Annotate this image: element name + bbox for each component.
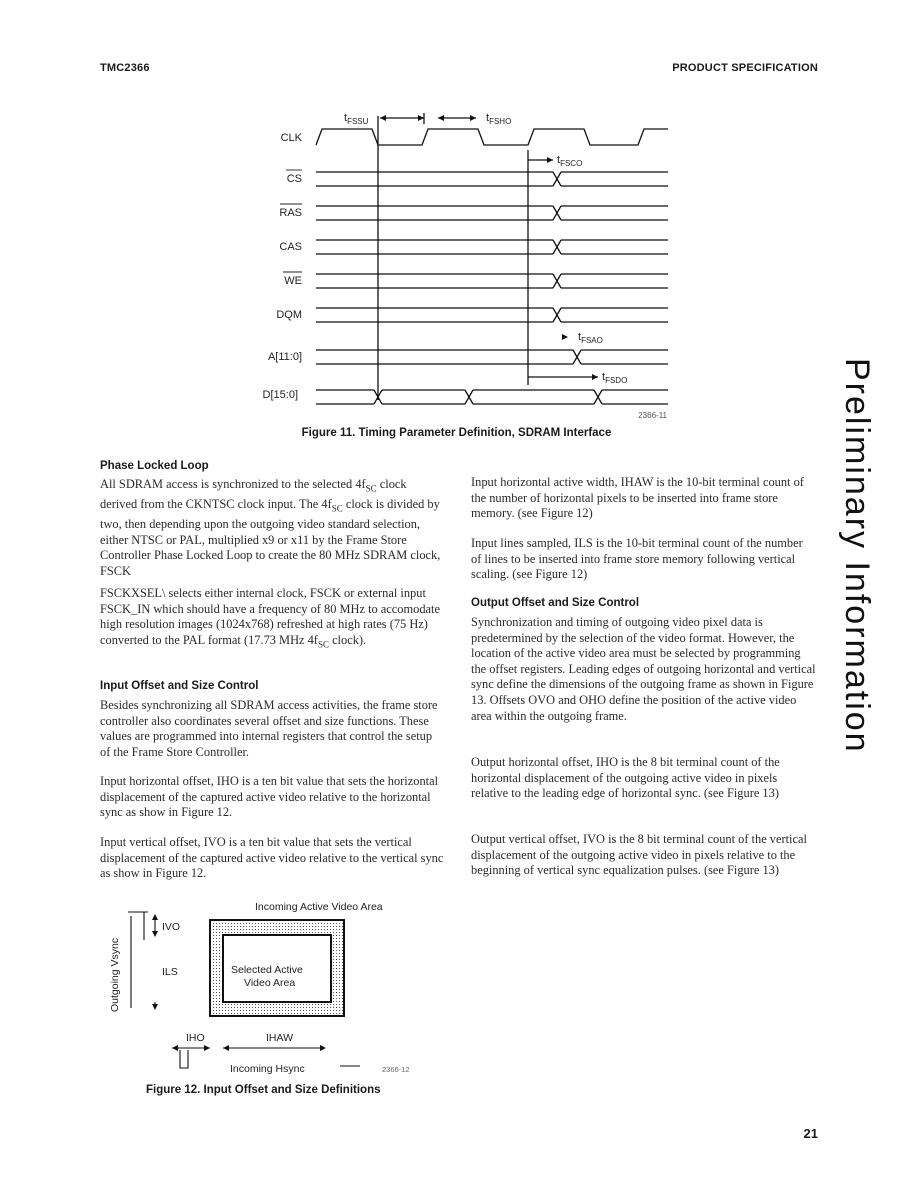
- header-part-number: TMC2366: [100, 62, 150, 74]
- heading-output-offset: Output Offset and Size Control: [471, 597, 640, 609]
- signal-clk: CLK: [280, 132, 302, 144]
- paragraph-fsckxsel: FSCKXSEL\ selects either internal clock, FSCK or external input FSCK_IN which should have a frequency of 80 MHz to accomodate high resolution images (1024x768) refreshed at high rates (75 Hz) converted to the PAL format (17.73 MHz $4f_{SC}$ clock).: [100, 586, 440, 650]
- header-spec-label: PRODUCT SPECIFICATION: [672, 62, 818, 74]
- heading-input-offset: Input Offset and Size Control: [100, 680, 259, 692]
- label-ivo: IVO: [162, 921, 181, 933]
- param-t-fsho: $t_{FSHO}$: [486, 112, 512, 126]
- label-ihaw: IHAW: [266, 1032, 294, 1044]
- signal-data: D[15:0]: [262, 389, 298, 401]
- figure-12-offset-diagram: [0, 890, 460, 1090]
- signal-dqm: DQM: [276, 309, 302, 321]
- label-incoming-active-area: Incoming Active Video Area: [255, 901, 383, 913]
- param-t-fsco: $t_{FSCO}$: [557, 154, 583, 168]
- paragraph-pll: All SDRAM access is synchronized to the selected $4f_{SC}$ clock derived from the CKNTSC clock input. The $4f_{SC}$ clock is divided by two, then depending upon the outgoing video standard selection, either NTSC or PAL, multiplied x9 or x11 by the Frame Store Controller Phase Locked Loop to create the 80 MHz SDRAM clock, FSCK: [100, 477, 441, 578]
- paragraph-input-offset-intro: Besides synchronizing all SDRAM access activities, the frame store controller also coordinates several offset and size functions. These values are programmed into internal registers that control the setup of the Frame Store Controller.: [100, 698, 438, 759]
- paragraph-ils: Input lines sampled, ILS is the 10-bit terminal count of the number of lines to be inserted into frame store memory following vertical scaling. (see Figure 12): [471, 536, 803, 582]
- label-video-area: Video Area: [244, 977, 296, 989]
- figure-12-caption: Figure 12. Input Offset and Size Definitions: [146, 1084, 381, 1096]
- signal-cas: CAS: [279, 241, 302, 253]
- page-number: 21: [803, 1126, 818, 1141]
- heading-phase-locked-loop: Phase Locked Loop: [100, 460, 209, 472]
- preliminary-banner: Preliminary Information: [838, 358, 876, 754]
- label-iho: IHO: [186, 1032, 205, 1044]
- signal-ras: RAS: [279, 207, 302, 219]
- signal-we: WE: [284, 275, 302, 287]
- label-selected-active: Selected Active: [231, 964, 303, 976]
- param-t-fsdo: $t_{FSDO}$: [602, 371, 628, 385]
- paragraph-iho: Input horizontal offset, IHO is a ten bit value that sets the horizontal displacement of the captured active video relative to the horizontal sync as show in Figure 12.: [100, 774, 439, 820]
- signal-address: A[11:0]: [267, 351, 302, 363]
- figure-11-timing-diagram: [0, 0, 913, 440]
- paragraph-output-vertical: Output vertical offset, IVO is the 8 bit terminal count of the vertical displacement of the outgoing active video in pixels relative to the beginning of vertical sync equalization pulses. (see Figure 13): [471, 832, 807, 878]
- paragraph-ivo: Input vertical offset, IVO is a ten bit value that sets the vertical displacement of the captured active video relative to the vertical sync as show in Figure 12.: [100, 835, 444, 881]
- figure-11-code: 2366-11: [638, 411, 667, 420]
- figure-11-caption: Figure 11. Timing Parameter Definition, SDRAM Interface: [301, 427, 612, 439]
- label-outgoing-vsync: Outgoing Vsync: [109, 937, 121, 1012]
- figure-12-code: 2366-12: [382, 1065, 410, 1074]
- paragraph-ihaw: Input horizontal active width, IHAW is the 10-bit terminal count of the number of horizontal pixels to be inserted into frame store memory. (see Figure 12): [471, 475, 804, 521]
- param-t-fsao: $t_{FSAO}$: [578, 331, 603, 345]
- param-t-fssu: $t_{FSSU}$: [344, 112, 369, 126]
- label-ils: ILS: [162, 966, 178, 978]
- paragraph-output-horizontal: Output horizontal offset, IHO is the 8 bit terminal count of the horizontal displacement of the outgoing active video in pixels relative to the leading edge of horizontal sync. (see Figure 13): [471, 755, 780, 801]
- paragraph-output-sync: Synchronization and timing of outgoing video pixel data is predetermined by the selection of the video format. However, the location of the active video area must be selected by programming the offset registers. Leading edges of outgoing horizontal and vertical sync define the dimensions of the outgoing frame as shown in Figure 13. Offsets OVO and OHO define the position of the active video area within the outgoing frame.: [471, 615, 816, 723]
- label-incoming-hsync: Incoming Hsync: [230, 1063, 305, 1075]
- signal-cs: CS: [286, 173, 302, 185]
- clk-waveform: [316, 129, 668, 145]
